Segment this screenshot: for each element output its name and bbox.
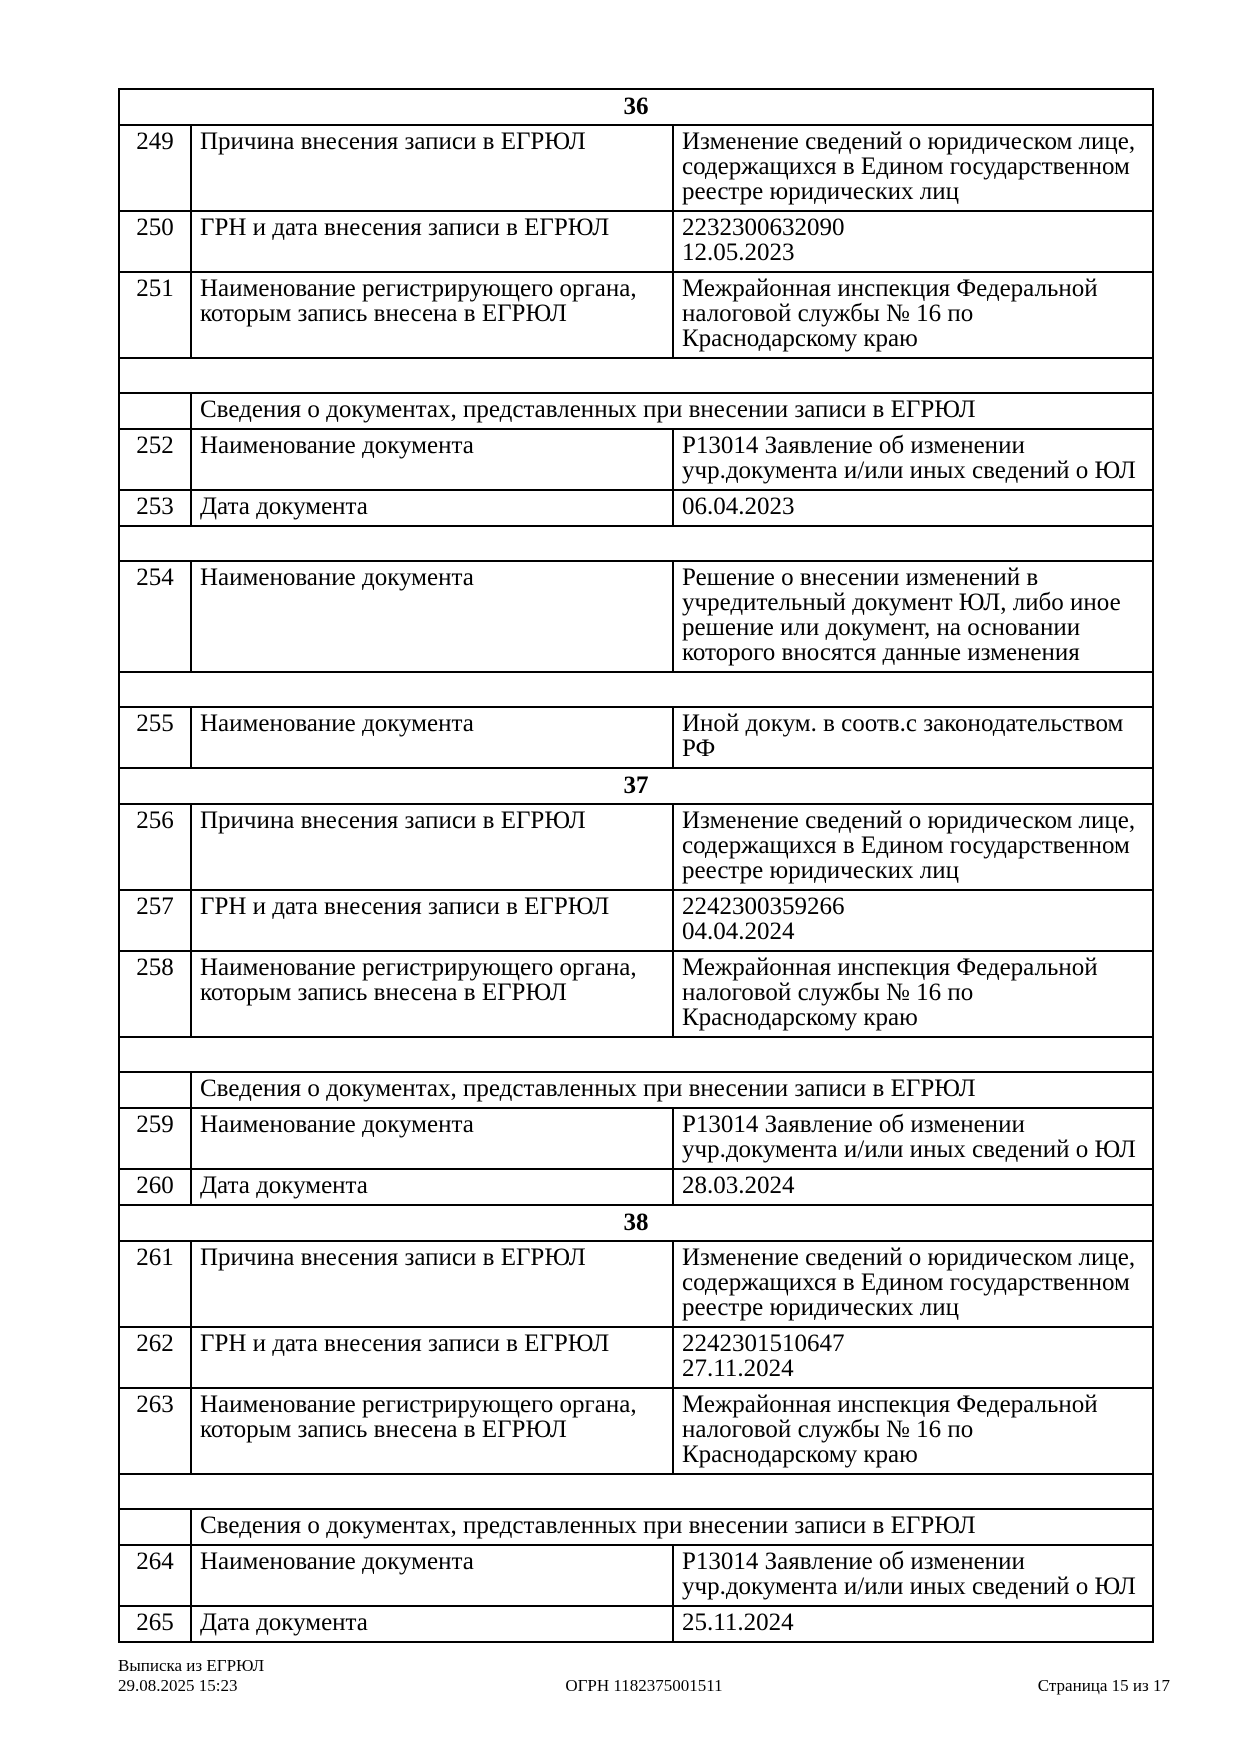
record-row <box>119 211 1153 272</box>
cell-line: Р13014 Заявление об изменении <box>682 1548 1025 1575</box>
cell-line: Дата документа <box>200 493 368 520</box>
section-header-row <box>119 1205 1153 1241</box>
footer-ogrn: ОГРН 1182375001511 <box>565 1676 723 1695</box>
cell-line: учр.документа и/или иных сведений о ЮЛ <box>682 1136 1136 1163</box>
section-header-row <box>119 89 1153 125</box>
cell-line: Наименование документа <box>200 432 474 459</box>
record-label <box>191 1606 673 1642</box>
spacer-row <box>119 1037 1153 1072</box>
cell-line: Краснодарскому краю <box>682 1004 918 1031</box>
cell-line: Краснодарскому краю <box>682 325 918 352</box>
record-label <box>191 429 673 490</box>
cell-line: Иной докум. в соотв.с законодательством <box>682 710 1124 737</box>
spacer-cell <box>119 1037 1153 1072</box>
spacer-cell <box>119 358 1153 393</box>
cell-line: содержащихся в Едином государственном <box>682 1269 1130 1296</box>
record-label <box>191 1108 673 1169</box>
record-label <box>191 1545 673 1606</box>
record-number: 257 <box>119 890 191 951</box>
record-value <box>673 1327 1153 1388</box>
subsection-title: Сведения о документах, представленных при внесении записи в ЕГРЮЛ <box>191 1509 1153 1545</box>
record-number: 265 <box>119 1606 191 1642</box>
record-value <box>673 1388 1153 1474</box>
record-value <box>673 211 1153 272</box>
spacer-row <box>119 358 1153 393</box>
record-row <box>119 1545 1153 1606</box>
record-row <box>119 272 1153 358</box>
cell-line: ГРН и дата внесения записи в ЕГРЮЛ <box>200 1330 610 1357</box>
record-label <box>191 890 673 951</box>
cell-line: Решение о внесении изменений в <box>682 564 1039 591</box>
record-value <box>673 125 1153 211</box>
subsection-header-row <box>119 1072 1153 1108</box>
record-row <box>119 804 1153 890</box>
cell-line: которого вносятся данные изменения <box>682 639 1080 666</box>
cell-line: Причина внесения записи в ЕГРЮЛ <box>200 128 586 155</box>
cell-line: 06.04.2023 <box>682 493 795 520</box>
record-value <box>673 1108 1153 1169</box>
cell-line: Причина внесения записи в ЕГРЮЛ <box>200 807 586 834</box>
spacer-cell <box>119 1474 1153 1509</box>
empty-number-cell <box>119 393 191 429</box>
record-label <box>191 707 673 768</box>
cell-line: Р13014 Заявление об изменении <box>682 432 1025 459</box>
cell-line: налоговой службы № 16 по <box>682 979 974 1006</box>
record-row <box>119 890 1153 951</box>
record-row <box>119 561 1153 672</box>
cell-line: учр.документа и/или иных сведений о ЮЛ <box>682 457 1136 484</box>
spacer-row <box>119 526 1153 561</box>
subsection-header-row <box>119 1509 1153 1545</box>
cell-line: Изменение сведений о юридическом лице, <box>682 128 1136 155</box>
cell-line: реестре юридических лиц <box>682 857 960 884</box>
record-number: 258 <box>119 951 191 1037</box>
record-label <box>191 804 673 890</box>
subsection-header-row <box>119 393 1153 429</box>
cell-line: реестре юридических лиц <box>682 178 960 205</box>
record-number: 255 <box>119 707 191 768</box>
spacer-cell <box>119 526 1153 561</box>
record-value <box>673 561 1153 672</box>
record-row <box>119 490 1153 526</box>
spacer-cell <box>119 672 1153 707</box>
egrul-records-table-body <box>119 89 1153 1642</box>
cell-line: реестре юридических лиц <box>682 1294 960 1321</box>
cell-line: 2242301510647 <box>682 1330 845 1357</box>
cell-line: которым запись внесена в ЕГРЮЛ <box>200 979 567 1006</box>
cell-line: РФ <box>682 735 716 762</box>
record-row <box>119 1327 1153 1388</box>
record-label <box>191 1388 673 1474</box>
record-value <box>673 1241 1153 1327</box>
cell-line: которым запись внесена в ЕГРЮЛ <box>200 1416 567 1443</box>
record-number: 262 <box>119 1327 191 1388</box>
cell-line: 25.11.2024 <box>682 1609 794 1636</box>
spacer-row <box>119 1474 1153 1509</box>
record-label <box>191 211 673 272</box>
record-value <box>673 890 1153 951</box>
record-number: 259 <box>119 1108 191 1169</box>
cell-line: Межрайонная инспекция Федеральной <box>682 1391 1098 1418</box>
empty-number-cell <box>119 1072 191 1108</box>
record-row <box>119 1241 1153 1327</box>
record-number: 251 <box>119 272 191 358</box>
section-number: 38 <box>119 1205 1153 1241</box>
section-header-row <box>119 768 1153 804</box>
cell-line: 28.03.2024 <box>682 1172 795 1199</box>
record-number: 254 <box>119 561 191 672</box>
record-row <box>119 707 1153 768</box>
cell-line: Изменение сведений о юридическом лице, <box>682 1244 1136 1271</box>
record-label <box>191 490 673 526</box>
cell-line: налоговой службы № 16 по <box>682 1416 974 1443</box>
record-value <box>673 490 1153 526</box>
cell-line: Наименование регистрирующего органа, <box>200 954 637 981</box>
record-number: 256 <box>119 804 191 890</box>
cell-line: налоговой службы № 16 по <box>682 300 974 327</box>
record-row <box>119 1388 1153 1474</box>
subsection-title: Сведения о документах, представленных при внесении записи в ЕГРЮЛ <box>191 393 1153 429</box>
cell-line: которым запись внесена в ЕГРЮЛ <box>200 300 567 327</box>
cell-line: ГРН и дата внесения записи в ЕГРЮЛ <box>200 893 610 920</box>
cell-line: Наименование документа <box>200 1548 474 1575</box>
cell-line: Причина внесения записи в ЕГРЮЛ <box>200 1244 586 1271</box>
record-number: 263 <box>119 1388 191 1474</box>
cell-line: Наименование регистрирующего органа, <box>200 1391 637 1418</box>
footer-page-number: Страница 15 из 17 <box>1037 1676 1170 1695</box>
record-label <box>191 272 673 358</box>
footer-doc-type: Выписка из ЕГРЮЛ <box>118 1656 265 1675</box>
cell-line: Р13014 Заявление об изменении <box>682 1111 1025 1138</box>
record-row <box>119 1108 1153 1169</box>
footer-meta-line <box>118 1676 1170 1696</box>
record-number: 253 <box>119 490 191 526</box>
page-footer <box>118 1656 1170 1696</box>
record-number: 249 <box>119 125 191 211</box>
cell-line: содержащихся в Едином государственном <box>682 153 1130 180</box>
record-value <box>673 707 1153 768</box>
section-number: 36 <box>119 89 1153 125</box>
record-label <box>191 951 673 1037</box>
empty-number-cell <box>119 1509 191 1545</box>
record-row <box>119 125 1153 211</box>
section-number: 37 <box>119 768 1153 804</box>
cell-line: Наименование документа <box>200 710 474 737</box>
record-value <box>673 1606 1153 1642</box>
cell-line: Наименование регистрирующего органа, <box>200 275 637 302</box>
record-label <box>191 561 673 672</box>
record-number: 250 <box>119 211 191 272</box>
cell-line: Дата документа <box>200 1172 368 1199</box>
cell-line: решение или документ, на основании <box>682 614 1081 641</box>
record-number: 252 <box>119 429 191 490</box>
record-value <box>673 804 1153 890</box>
cell-line: 04.04.2024 <box>682 918 795 945</box>
cell-line: содержащихся в Едином государственном <box>682 832 1130 859</box>
record-number: 260 <box>119 1169 191 1205</box>
record-row <box>119 1606 1153 1642</box>
record-label <box>191 1169 673 1205</box>
cell-line: учредительный документ ЮЛ, либо иное <box>682 589 1121 616</box>
record-label <box>191 1241 673 1327</box>
footer-datetime: 29.08.2025 15:23 <box>118 1676 238 1695</box>
cell-line: 27.11.2024 <box>682 1355 794 1382</box>
record-value <box>673 272 1153 358</box>
cell-line: Наименование документа <box>200 1111 474 1138</box>
cell-line: Краснодарскому краю <box>682 1441 918 1468</box>
record-row <box>119 951 1153 1037</box>
record-value <box>673 1169 1153 1205</box>
record-row <box>119 1169 1153 1205</box>
subsection-title: Сведения о документах, представленных при внесении записи в ЕГРЮЛ <box>191 1072 1153 1108</box>
record-value <box>673 429 1153 490</box>
cell-line: 12.05.2023 <box>682 239 795 266</box>
cell-line: Межрайонная инспекция Федеральной <box>682 275 1098 302</box>
record-value <box>673 1545 1153 1606</box>
cell-line: Наименование документа <box>200 564 474 591</box>
cell-line: 2232300632090 <box>682 214 845 241</box>
cell-line: ГРН и дата внесения записи в ЕГРЮЛ <box>200 214 610 241</box>
record-label <box>191 1327 673 1388</box>
cell-line: Межрайонная инспекция Федеральной <box>682 954 1098 981</box>
spacer-row <box>119 672 1153 707</box>
egrul-records-table <box>118 88 1154 1643</box>
record-value <box>673 951 1153 1037</box>
cell-line: учр.документа и/или иных сведений о ЮЛ <box>682 1573 1136 1600</box>
cell-line: Дата документа <box>200 1609 368 1636</box>
record-number: 264 <box>119 1545 191 1606</box>
record-label <box>191 125 673 211</box>
cell-line: Изменение сведений о юридическом лице, <box>682 807 1136 834</box>
record-row <box>119 429 1153 490</box>
record-number: 261 <box>119 1241 191 1327</box>
cell-line: 2242300359266 <box>682 893 845 920</box>
